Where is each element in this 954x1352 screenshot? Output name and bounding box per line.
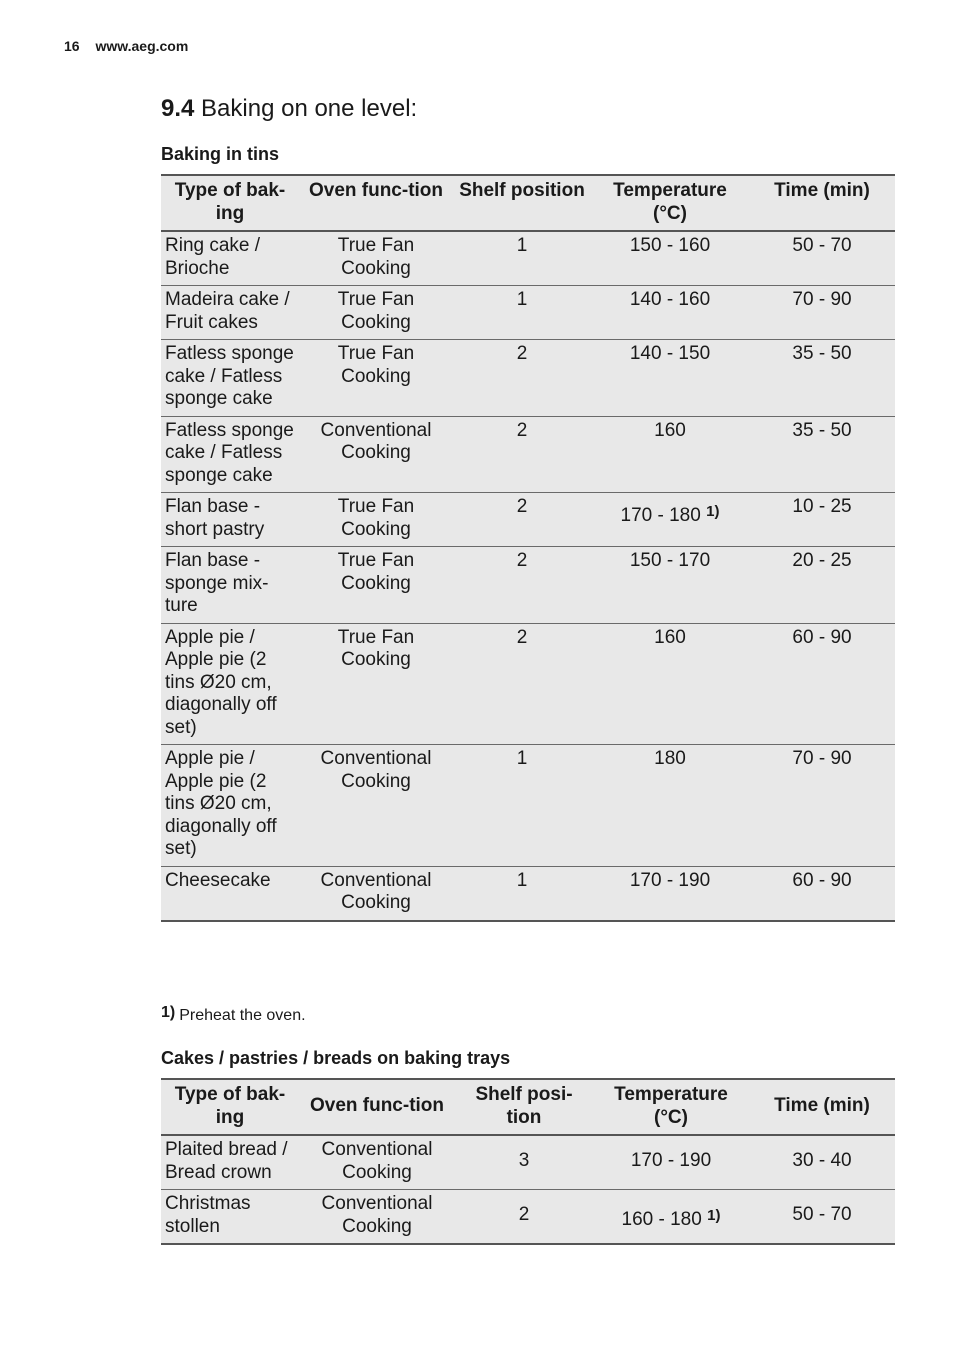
cell-type-text: Fatless sponge cake / Fatless sponge cake (165, 343, 294, 409)
cell-time-text: 35 - 50 (792, 419, 852, 441)
baking-in-tins-table (161, 174, 895, 922)
cell-shelf-position (453, 416, 591, 493)
cell-temperature-text: 150 - 170 (629, 550, 711, 571)
footnote-ref: 1) (706, 503, 720, 520)
cell-temperature (591, 231, 749, 286)
cell-temperature (591, 493, 749, 547)
cell-oven-function-text: True Fan Cooking (337, 343, 415, 387)
cell-oven-function (299, 623, 453, 745)
cell-type (161, 623, 299, 745)
cell-time (749, 493, 895, 547)
cell-type (161, 1135, 299, 1190)
cell-temperature (591, 340, 749, 417)
cell-oven-function (299, 493, 453, 547)
website-url[interactable]: www.aeg.com (95, 38, 189, 54)
cell-temperature-text: 180 (654, 748, 686, 769)
cell-shelf-position (453, 745, 591, 867)
table-row (161, 416, 895, 493)
cell-time-text: 30 - 40 (792, 1150, 852, 1172)
cell-oven-function-text: True Fan Cooking (337, 235, 415, 279)
column-header: Time (min) (749, 1079, 895, 1135)
cell-shelf-position-text: 2 (516, 550, 528, 571)
column-header: Time (min) (749, 175, 895, 231)
column-header: Temperature (°C) (593, 1079, 749, 1135)
cell-oven-function (299, 547, 453, 624)
cell-oven-function-text: Conventional Cooking (321, 1193, 433, 1237)
cell-temperature-text: 160 (654, 626, 686, 648)
section-number: 9.4 (161, 95, 195, 122)
cell-time (749, 745, 895, 867)
column-header: Shelf position (453, 175, 591, 231)
cell-shelf-position-text: 2 (516, 343, 528, 364)
section-title-text: Baking on one level: (201, 95, 418, 122)
cell-shelf-position (453, 286, 591, 340)
cell-shelf-position (453, 623, 591, 745)
table-row (161, 866, 895, 921)
cell-oven-function-text: True Fan Cooking (337, 496, 415, 540)
cell-temperature-text: 160 - 180 (621, 1208, 702, 1230)
cell-time-text: 60 - 90 (792, 626, 852, 648)
column-header: Type of bak-ing (161, 1079, 299, 1135)
cell-time-text: 35 - 50 (792, 343, 852, 364)
cell-oven-function (299, 1190, 455, 1245)
cell-time (749, 1135, 895, 1190)
cell-shelf-position (453, 866, 591, 921)
cell-oven-function-text: Conventional Cooking (320, 748, 432, 792)
cell-time-text: 70 - 90 (792, 289, 852, 310)
table-row (161, 493, 895, 547)
baking-trays-table (161, 1078, 895, 1245)
cell-oven-function (299, 340, 453, 417)
column-header: Oven func-tion (299, 175, 453, 231)
cell-oven-function-text: Conventional Cooking (321, 1139, 433, 1183)
cell-type (161, 866, 299, 921)
cell-oven-function-text: Conventional Cooking (320, 869, 432, 913)
cell-shelf-position (453, 493, 591, 547)
column-header: Shelf posi-tion (455, 1079, 593, 1135)
cell-time (749, 866, 895, 921)
table-row (161, 340, 895, 417)
cell-shelf-position (453, 340, 591, 417)
cell-type-text: Madeira cake / Fruit cakes (165, 289, 290, 333)
cell-type (161, 1190, 299, 1245)
cell-oven-function-text: True Fan Cooking (337, 626, 415, 670)
cell-oven-function-text: True Fan Cooking (337, 550, 415, 594)
cell-temperature-text: 140 - 160 (629, 289, 711, 310)
cell-oven-function (299, 231, 453, 286)
cell-shelf-position-text: 2 (516, 626, 528, 648)
cell-temperature-text: 150 - 160 (629, 235, 711, 256)
cell-type-text: Plaited bread / Bread crown (165, 1139, 288, 1183)
cell-type-text: Flan base - sponge mix-ture (165, 550, 269, 616)
cell-temperature (593, 1135, 749, 1190)
cell-time (749, 623, 895, 745)
cell-type (161, 286, 299, 340)
cell-type (161, 493, 299, 547)
cell-type-text: Fatless sponge cake / Fatless sponge cake (165, 419, 294, 486)
table-row (161, 623, 895, 745)
column-header: Oven func-tion (299, 1079, 455, 1135)
cell-shelf-position-text: 1 (516, 748, 528, 769)
cell-shelf-position-text: 1 (516, 869, 528, 891)
cell-time (749, 340, 895, 417)
cell-shelf-position (455, 1190, 593, 1245)
cell-shelf-position-text: 3 (518, 1150, 530, 1172)
cell-time (749, 286, 895, 340)
cell-time-text: 50 - 70 (792, 235, 852, 256)
cell-oven-function-text: Conventional Cooking (320, 419, 432, 463)
cell-time (749, 416, 895, 493)
table-row (161, 547, 895, 624)
cell-shelf-position-text: 1 (516, 235, 528, 256)
table-header-row (161, 1079, 895, 1135)
cell-oven-function (299, 286, 453, 340)
cell-shelf-position-text: 2 (516, 419, 528, 441)
cell-type-text: Cheesecake (165, 869, 271, 891)
cell-time (749, 1190, 895, 1245)
cell-temperature-text: 170 - 190 (630, 1150, 712, 1172)
cell-shelf-position (455, 1135, 593, 1190)
table-row (161, 286, 895, 340)
cell-type-text: Flan base - short pastry (165, 496, 265, 540)
cell-temperature-text: 170 - 190 (629, 869, 711, 891)
cell-type-text: Apple pie / Apple pie (2 tins Ø20 cm, diagonally off set) (165, 626, 277, 738)
cell-temperature-text: 140 - 150 (629, 343, 711, 364)
table-row (161, 231, 895, 286)
cell-type-text: Ring cake / Brioche (165, 235, 261, 279)
cell-temperature-text: 170 - 180 (620, 505, 701, 526)
cell-time-text: 20 - 25 (792, 550, 852, 571)
page-number: 16 (64, 38, 80, 54)
table-row (161, 1135, 895, 1190)
cell-time-text: 60 - 90 (792, 869, 852, 891)
cell-time (749, 547, 895, 624)
column-header: Temperature (°C) (591, 175, 749, 231)
cell-oven-function (299, 1135, 455, 1190)
section-title (161, 95, 417, 123)
cell-oven-function (299, 416, 453, 493)
cell-time-text: 70 - 90 (792, 748, 852, 769)
footnote-text: Preheat the oven. (179, 1007, 306, 1024)
cell-oven-function (299, 866, 453, 921)
cell-oven-function (299, 745, 453, 867)
page-header (64, 38, 188, 54)
cell-temperature-text: 160 (654, 419, 686, 441)
cell-oven-function-text: True Fan Cooking (337, 289, 415, 333)
table1-heading: Baking in tins (161, 144, 280, 164)
cell-shelf-position (453, 547, 591, 624)
footnote (161, 1004, 306, 1025)
cell-time-text: 10 - 25 (792, 496, 852, 517)
cell-temperature (591, 866, 749, 921)
cell-shelf-position (453, 231, 591, 286)
cell-temperature (591, 286, 749, 340)
table-header-row (161, 175, 895, 231)
cell-temperature (591, 745, 749, 867)
cell-type-text: Apple pie / Apple pie (2 tins Ø20 cm, diagonally off set) (165, 748, 277, 859)
cell-shelf-position-text: 2 (518, 1204, 530, 1226)
cell-type (161, 416, 299, 493)
table2-heading: Cakes / pastries / breads on baking trays (161, 1048, 511, 1068)
table-row (161, 1190, 895, 1245)
cell-type (161, 745, 299, 867)
cell-time (749, 231, 895, 286)
cell-type-text: Christmas stollen (165, 1193, 251, 1237)
cell-shelf-position-text: 1 (516, 289, 528, 310)
footnote-ref: 1) (707, 1206, 721, 1224)
cell-temperature (591, 547, 749, 624)
footnote-marker: 1) (161, 1004, 176, 1021)
cell-type (161, 340, 299, 417)
column-header: Type of bak-ing (161, 175, 299, 231)
cell-temperature (591, 623, 749, 745)
cell-type (161, 547, 299, 624)
cell-temperature (591, 416, 749, 493)
cell-type (161, 231, 299, 286)
cell-temperature (593, 1190, 749, 1245)
table-row (161, 745, 895, 867)
cell-shelf-position-text: 2 (516, 496, 528, 517)
cell-time-text: 50 - 70 (792, 1204, 852, 1226)
